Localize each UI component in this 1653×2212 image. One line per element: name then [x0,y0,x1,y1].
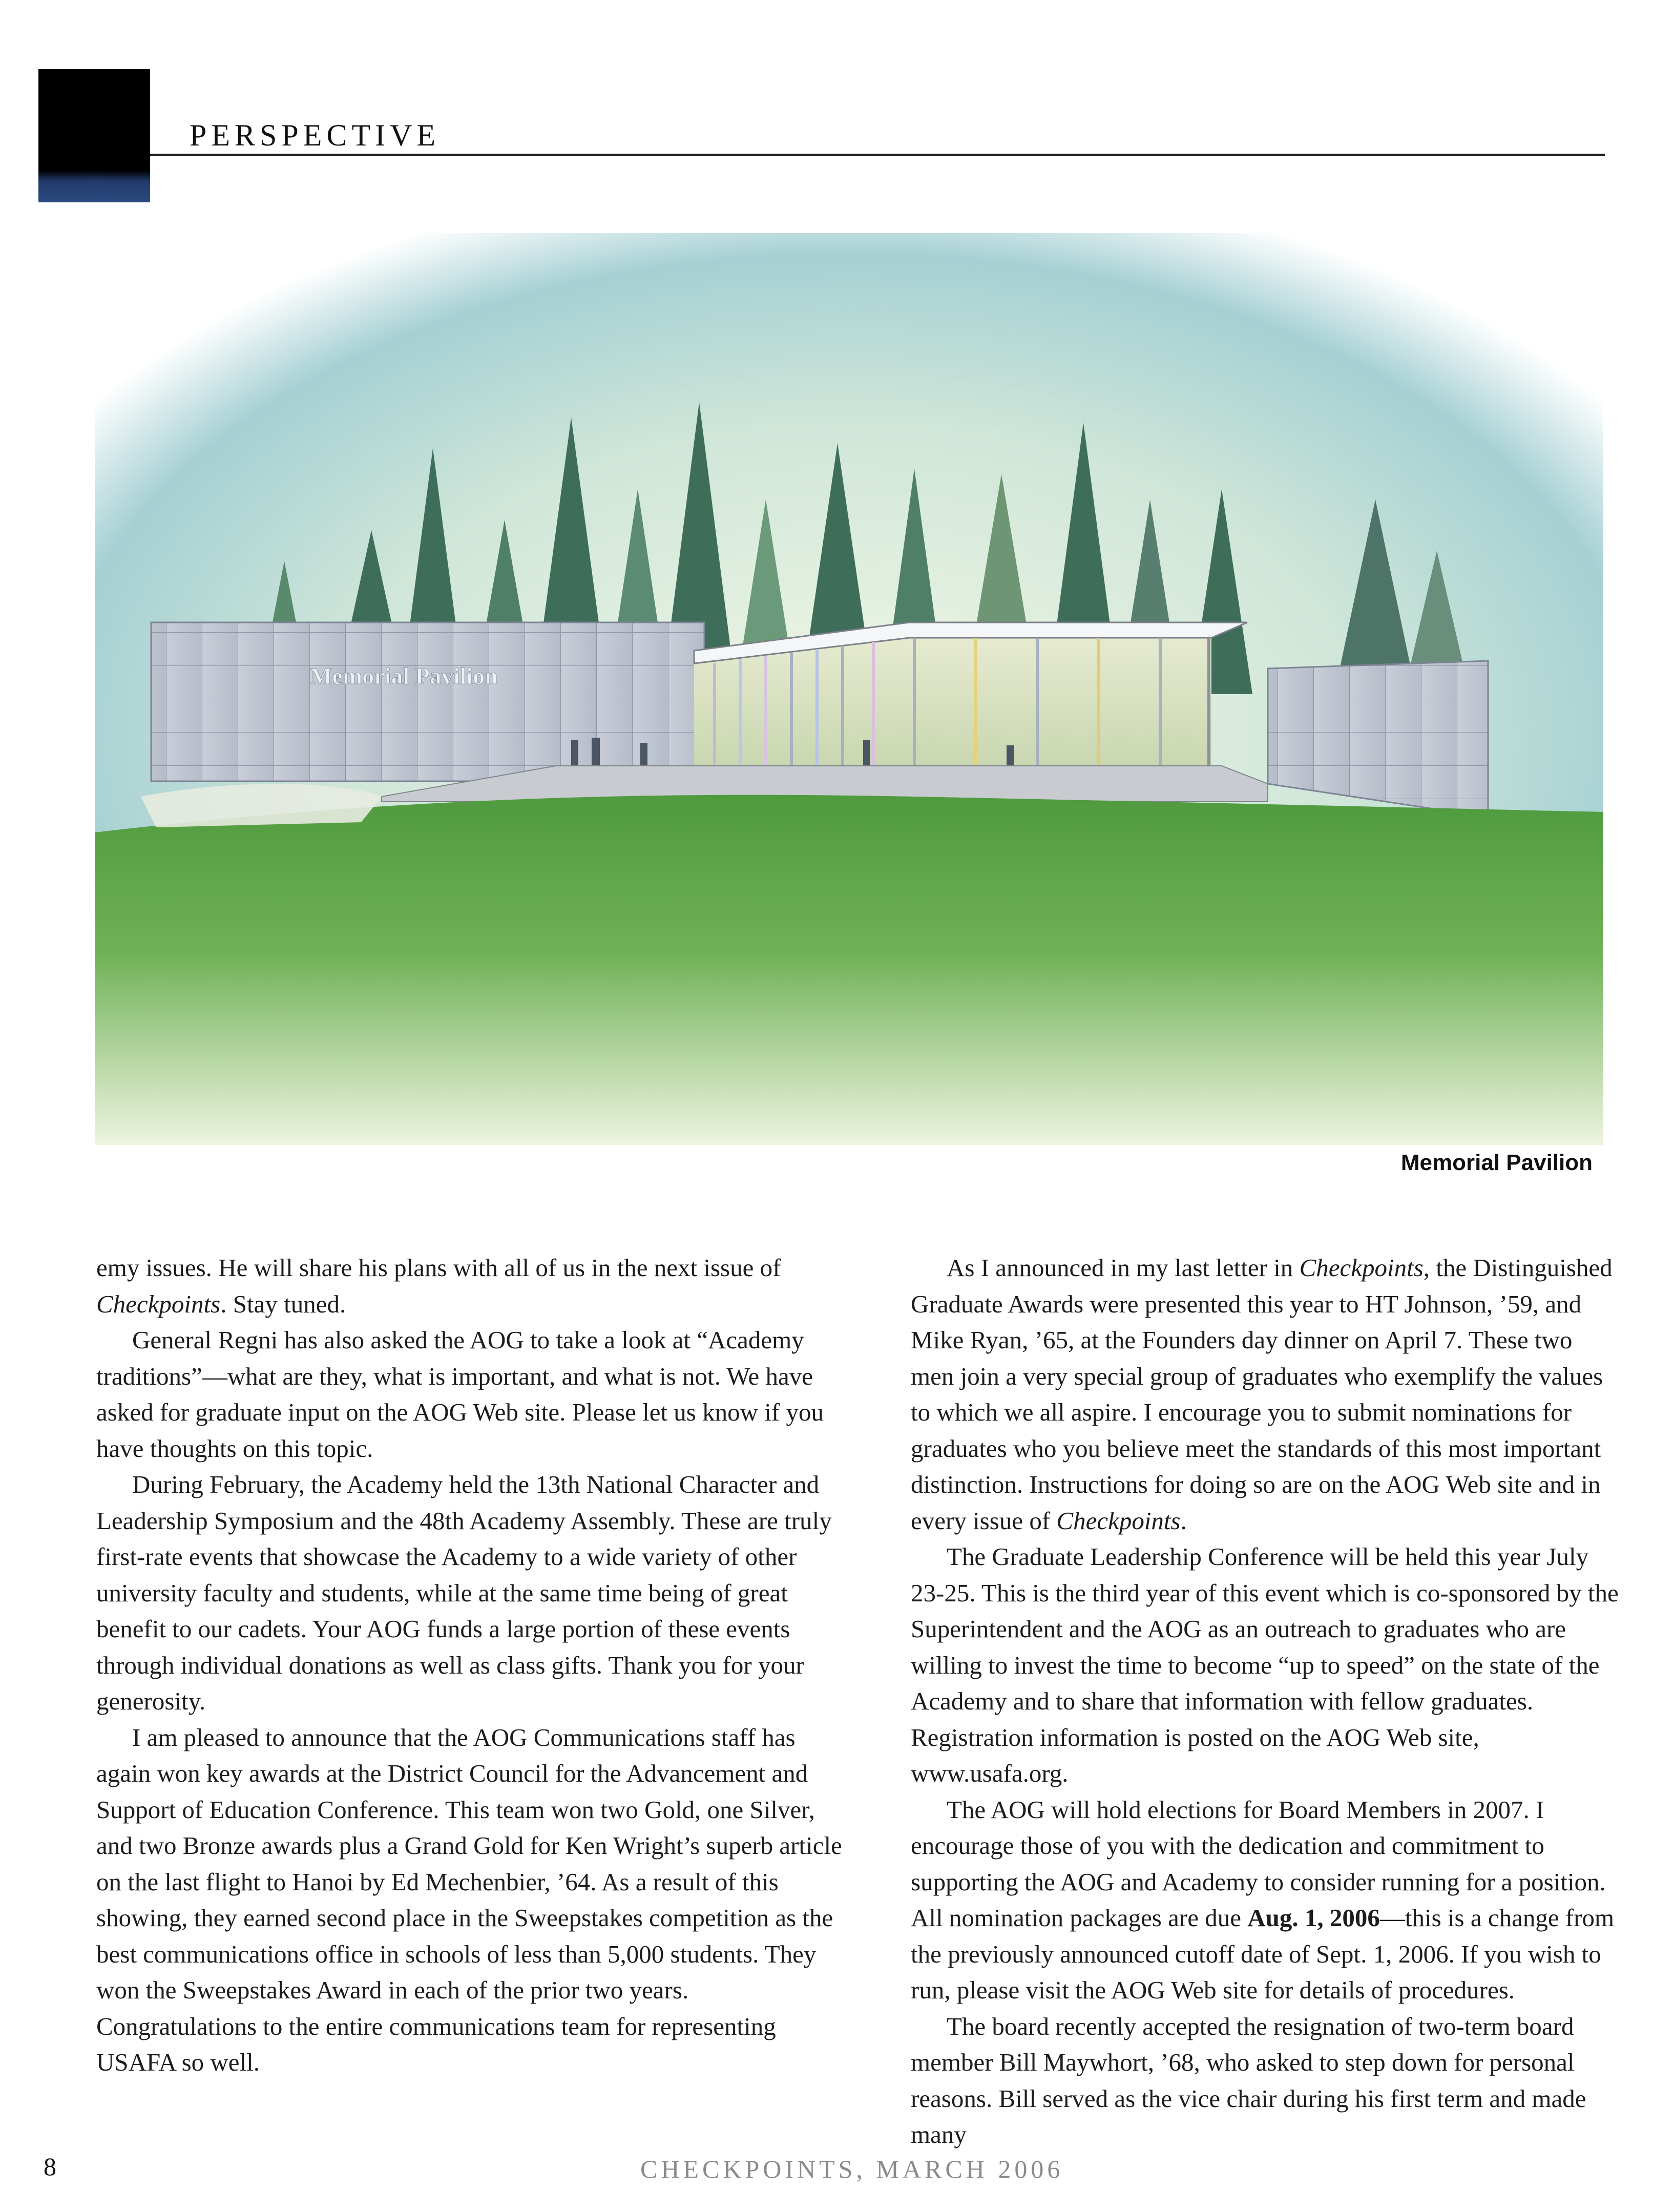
text-run: I am pleased to announce that the AOG Communications staff has again won key awards at the District Council for the Advancement and Support of Education Conference. This team won two Gold, one Silver, and two Bronze awards plus a Grand Gold for Ken Wright’s superb article on the last flight to Hanoi by Ed Mechenbier, ’64. As a result of this showing, they earned second place in the Sweepstakes competition as the best communications office in schools of less than 5,000 students. They won the Sweepstakes Award in each of the prior two years. Congratulations to the entire communications team for representing USAFA so well. [96,1723,842,2076]
figure-caption: Memorial Pavilion [1400,1150,1593,1175]
text-run: As I announced in my last letter in [947,1254,1300,1282]
right-paragraph [911,1539,1620,1792]
pavilion-left-wall [151,622,704,781]
text-run: The board recently accepted the resignation of two-term board member Bill Maywhort, ’68, who asked to step down for personal reasons. Bill served as the vice chair during his first term and made many [911,2012,1586,2148]
lawn [95,795,1603,1145]
publication-title: Checkpoints [1299,1254,1424,1282]
right-paragraph [911,1250,1620,1539]
text-run: The Graduate Leadership Conference will be held this year July 23-25. This is the third year of this event which is co-sponsored by the Superintendent and the AOG as an outreach to graduates who are willing to invest the time to become “up to speed” on the state of the Academy and to share that information with fellow graduates. Registration information is posted on the AOG Web site, www.usafa.org. [911,1542,1619,1787]
text-run: The AOG will hold elections for Board Members in 2007. I encourage those of you with the dedication and commitment to supporting the AOG and Academy to consider running for a position. All nomination packages are due [911,1795,1606,1932]
right-paragraph [911,2009,1620,2153]
left-paragraph [96,1250,847,1322]
header-rule [150,154,1605,156]
text-run: During February, the Academy held the 13th National Character and Leadership Symposium and the 48th Academy Assembly. These are truly first-rate events that showcase the Academy to a wide variety of other university faculty and students, while at the same time being of great benefit to our cadets. Your AOG funds a large portion of these events through individual donations as well as class gifts. Thank you for your generosity. [96,1470,832,1715]
right-column [911,1250,1620,2153]
text-run: General Regni has also asked the AOG to take a look at “Academy traditions”—what are they, what is important, and what is not. We have asked for graduate input on the AOG Web site. Please let us know if you have thoughts on this topic. [96,1326,824,1463]
left-paragraph [96,1720,847,2081]
text-run: , the Distinguished Graduate Awards were presented this year to HT Johnson, ’59, and Mike Ryan, ’65, at the Founders day dinner on April 7. These two men join a very special group of graduates who exemplify the values to which we all aspire. I encourage you to submit nominations for graduates who you believe meet the standards of this most important distinction. Instructions for doing so are on the AOG Web site and in every issue of [911,1254,1613,1535]
section-color-block [38,69,150,202]
text-run: —this is a change from the previously announced cutoff date of Sept. 1, 2006. If you wish to run, please visit the AOG Web site for details of procedures. [911,1904,1615,2004]
text-run: emy issues. He will share his plans with all of us in the next issue of [96,1254,781,1282]
pavilion-sign: Memorial Pavilion [310,663,498,689]
left-column [96,1250,847,2081]
text-run: . [1180,1506,1187,1535]
publication-title: Checkpoints [1056,1506,1181,1535]
left-paragraph [96,1322,847,1467]
right-paragraph [911,1792,1620,2009]
page-number: 8 [44,2152,56,2181]
text-run: . Stay tuned. [220,1289,346,1318]
memorial-pavilion-illustration [95,233,1603,1145]
publication-title: Checkpoints [96,1289,221,1318]
section-label: PERSPECTIVE [190,118,441,152]
publication-footer: CHECKPOINTS, MARCH 2006 [640,2155,1064,2183]
left-paragraph [96,1467,847,1720]
deadline-date: Aug. 1, 2006 [1247,1904,1380,1932]
